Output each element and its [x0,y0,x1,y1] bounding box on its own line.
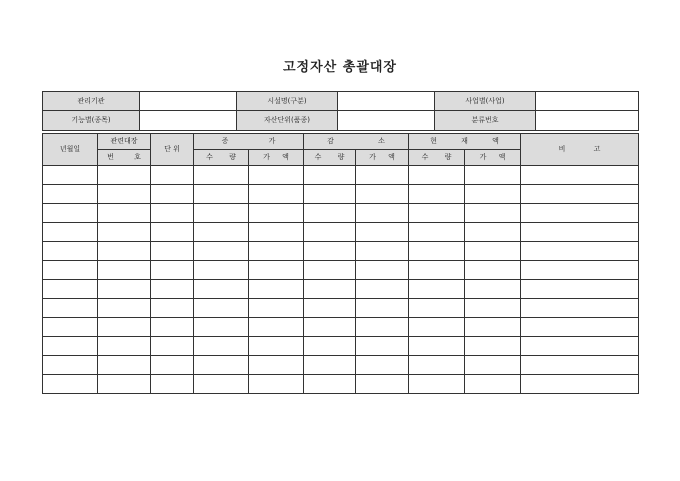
ledger-cell[interactable] [356,356,409,375]
ledger-cell[interactable] [356,318,409,337]
ledger-cell[interactable] [98,375,151,394]
ledger-cell[interactable] [356,261,409,280]
ledger-cell[interactable] [98,223,151,242]
ledger-cell[interactable] [356,242,409,261]
header-amount: 가 액 [356,150,409,166]
ledger-cell[interactable] [98,261,151,280]
header-current: 현 재 액 [409,134,521,150]
ledger-row [43,223,639,242]
ledger-row [43,375,639,394]
ledger-cell[interactable] [521,280,639,299]
ledger-cell[interactable] [409,223,465,242]
ledger-cell[interactable] [98,280,151,299]
ledger-cell[interactable] [151,375,194,394]
header-qty: 수 량 [409,150,465,166]
info-label: 사업별(사업) [435,92,536,111]
ledger-cell[interactable] [151,356,194,375]
ledger-cell[interactable] [98,166,151,185]
info-value-field[interactable] [140,111,237,131]
ledger-cell[interactable] [249,356,304,375]
ledger-cell[interactable] [194,375,249,394]
ledger-cell[interactable] [43,185,98,204]
ledger-cell[interactable] [356,280,409,299]
info-value-field[interactable] [338,111,435,131]
info-value-field[interactable] [338,92,435,111]
header-ledger-no-top: 관련대장 [98,134,151,150]
ledger-cell[interactable] [98,204,151,223]
ledger-cell[interactable] [43,261,98,280]
ledger-cell[interactable] [43,223,98,242]
ledger-cell[interactable] [151,261,194,280]
ledger-cell[interactable] [249,223,304,242]
header-qty: 수 량 [304,150,356,166]
ledger-cell[interactable] [356,337,409,356]
info-label: 기능별(종목) [43,111,140,131]
ledger-cell[interactable] [249,337,304,356]
ledger-cell[interactable] [465,299,521,318]
ledger-cell[interactable] [194,242,249,261]
info-label: 분류번호 [435,111,536,131]
ledger-cell[interactable] [304,185,356,204]
ledger-cell[interactable] [43,337,98,356]
ledger-cell[interactable] [304,299,356,318]
ledger-cell[interactable] [465,356,521,375]
ledger-cell[interactable] [304,356,356,375]
ledger-cell[interactable] [465,318,521,337]
ledger-cell[interactable] [151,166,194,185]
ledger-cell[interactable] [304,242,356,261]
ledger-cell[interactable] [409,242,465,261]
ledger-cell[interactable] [194,185,249,204]
ledger-cell[interactable] [194,318,249,337]
ledger-cell[interactable] [356,185,409,204]
ledger-cell[interactable] [151,204,194,223]
header-qty: 수 량 [194,150,249,166]
ledger-cell[interactable] [194,261,249,280]
header-decrease: 감 소 [304,134,409,150]
ledger-cell[interactable] [43,299,98,318]
header-date: 년월일 [43,134,98,166]
ledger-cell[interactable] [98,337,151,356]
ledger-cell[interactable] [521,356,639,375]
ledger-cell[interactable] [194,223,249,242]
ledger-cell[interactable] [521,185,639,204]
ledger-cell[interactable] [356,166,409,185]
ledger-cell[interactable] [194,204,249,223]
ledger-row [43,356,639,375]
ledger-cell[interactable] [151,242,194,261]
ledger-cell[interactable] [521,261,639,280]
ledger-row [43,185,639,204]
ledger-cell[interactable] [249,280,304,299]
ledger-cell[interactable] [521,242,639,261]
ledger-cell[interactable] [409,299,465,318]
info-value-field[interactable] [536,111,639,131]
ledger-cell[interactable] [521,223,639,242]
ledger-cell[interactable] [304,375,356,394]
ledger-body [43,166,639,394]
ledger-row [43,299,639,318]
ledger-cell[interactable] [304,261,356,280]
ledger-cell[interactable] [98,185,151,204]
info-value-field[interactable] [140,92,237,111]
ledger-cell[interactable] [409,280,465,299]
ledger-cell[interactable] [249,299,304,318]
ledger-cell[interactable] [249,204,304,223]
ledger-cell[interactable] [43,166,98,185]
ledger-table [42,133,639,394]
ledger-cell[interactable] [356,223,409,242]
ledger-cell[interactable] [43,356,98,375]
header-increase: 증 가 [194,134,304,150]
ledger-cell[interactable] [194,166,249,185]
document-title: 고정자산 총괄대장 [283,60,397,75]
ledger-cell[interactable] [465,261,521,280]
ledger-row [43,318,639,337]
ledger-row [43,280,639,299]
ledger-cell[interactable] [409,166,465,185]
ledger-row [43,204,639,223]
ledger-cell[interactable] [521,375,639,394]
ledger-cell[interactable] [43,204,98,223]
ledger-cell[interactable] [151,318,194,337]
ledger-row [43,337,639,356]
ledger-cell[interactable] [409,261,465,280]
ledger-cell[interactable] [151,185,194,204]
ledger-cell[interactable] [249,242,304,261]
ledger-cell[interactable] [98,318,151,337]
ledger-cell[interactable] [194,337,249,356]
ledger-cell[interactable] [465,204,521,223]
info-label: 자산단위(품종) [237,111,338,131]
ledger-cell[interactable] [465,337,521,356]
ledger-cell[interactable] [43,280,98,299]
ledger-cell[interactable] [151,280,194,299]
ledger-cell[interactable] [194,299,249,318]
ledger-cell[interactable] [521,318,639,337]
ledger-cell[interactable] [304,337,356,356]
ledger-cell[interactable] [194,356,249,375]
ledger-cell[interactable] [43,242,98,261]
ledger-cell[interactable] [151,223,194,242]
header-amount: 가 액 [465,150,521,166]
ledger-row [43,261,639,280]
info-label: 시설명(구분) [237,92,338,111]
ledger-row [43,242,639,261]
ledger-cell[interactable] [151,337,194,356]
header-remarks: 비 고 [521,134,639,166]
ledger-cell[interactable] [249,261,304,280]
ledger-cell[interactable] [465,223,521,242]
ledger-cell[interactable] [151,299,194,318]
header-ledger-no-bottom: 번 호 [98,150,151,166]
header-unit: 단 위 [151,134,194,166]
ledger-cell[interactable] [249,375,304,394]
ledger-cell[interactable] [409,337,465,356]
ledger-cell[interactable] [465,166,521,185]
ledger-cell[interactable] [249,318,304,337]
ledger-cell[interactable] [304,318,356,337]
ledger-cell[interactable] [304,166,356,185]
ledger-cell[interactable] [521,166,639,185]
ledger-cell[interactable] [194,280,249,299]
ledger-cell[interactable] [249,185,304,204]
ledger-cell[interactable] [409,375,465,394]
ledger-cell[interactable] [465,375,521,394]
ledger-cell[interactable] [465,242,521,261]
ledger-cell[interactable] [356,204,409,223]
info-label: 관리기관 [43,92,140,111]
ledger-cell[interactable] [356,299,409,318]
ledger-cell[interactable] [356,375,409,394]
ledger-cell[interactable] [521,299,639,318]
info-value-field[interactable] [536,92,639,111]
header-amount: 가 액 [249,150,304,166]
ledger-cell[interactable] [409,318,465,337]
ledger-cell[interactable] [521,337,639,356]
info-table [42,91,639,131]
ledger-row [43,166,639,185]
ledger-cell[interactable] [43,318,98,337]
ledger-cell[interactable] [98,356,151,375]
ledger-cell[interactable] [249,166,304,185]
ledger-cell[interactable] [98,242,151,261]
ledger-cell[interactable] [465,280,521,299]
ledger-cell[interactable] [304,204,356,223]
ledger-cell[interactable] [465,185,521,204]
ledger-cell[interactable] [304,280,356,299]
ledger-cell[interactable] [409,356,465,375]
ledger-cell[interactable] [43,375,98,394]
ledger-cell[interactable] [409,185,465,204]
ledger-cell[interactable] [98,299,151,318]
ledger-cell[interactable] [521,204,639,223]
ledger-cell[interactable] [409,204,465,223]
ledger-cell[interactable] [304,223,356,242]
